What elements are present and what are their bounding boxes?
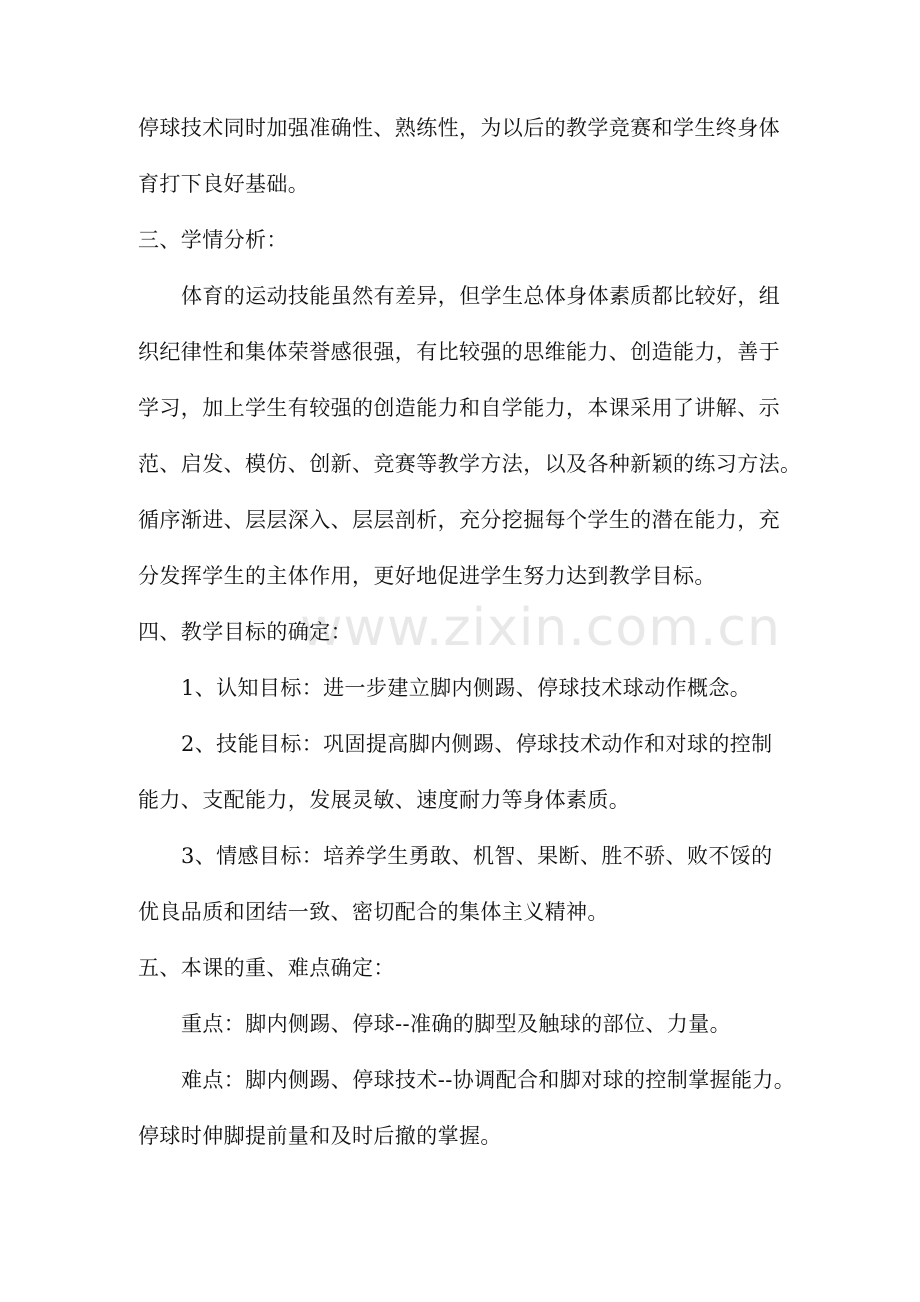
paragraph-line: 范、启发、模仿、创新、竞赛等教学方法，以及各种新颖的练习方法。: [138, 452, 802, 476]
paragraph-line: 织纪律性和集体荣誉感很强，有比较强的思维能力、创造能力，善于: [138, 340, 780, 364]
paragraph-line: 分发挥学生的主体作用，更好地促进学生努力达到教学目标。: [138, 564, 716, 588]
difficulty-line: 难点：脚内侧踢、停球技术--协调配合和脚对球的控制掌握能力。: [181, 1068, 796, 1092]
section-heading: 三、学情分析：: [138, 228, 288, 252]
list-item: 1、认知目标：进一步建立脚内侧踢、停球技术球动作概念。: [181, 676, 752, 700]
paragraph-line: 能力、支配能力，发展灵敏、速度耐力等身体素质。: [138, 788, 631, 812]
paragraph-line: 循序渐进、层层深入、层层剖析，充分挖掘每个学生的潜在能力，充: [138, 508, 780, 532]
paragraph-line: 学习，加上学生有较强的创造能力和自学能力，本课采用了讲解、示: [138, 396, 780, 420]
watermark-text: www.zixin.com.cn: [300, 598, 781, 658]
paragraph-line: 停球技术同时加强准确性、熟练性，为以后的教学竞赛和学生终身体: [138, 116, 780, 140]
section-heading: 四、教学目标的确定：: [138, 620, 352, 644]
list-item: 2、技能目标：巩固提高脚内侧踢、停球技术动作和对球的控制: [181, 732, 773, 756]
key-point-line: 重点：脚内侧踢、停球--准确的脚型及触球的部位、力量。: [181, 1012, 731, 1036]
paragraph-line: 育打下良好基础。: [138, 172, 310, 196]
list-item: 3、情感目标：培养学生勇敢、机智、果断、胜不骄、败不馁的: [181, 844, 773, 868]
paragraph-line: 优良品质和团结一致、密切配合的集体主义精神。: [138, 900, 609, 924]
paragraph-line: 体育的运动技能虽然有差异，但学生总体身体素质都比较好，组: [181, 284, 781, 308]
document-body: [138, 100, 802, 1164]
paragraph-line: 停球时伸脚提前量和及时后撤的掌握。: [138, 1124, 502, 1148]
section-heading: 五、本课的重、难点确定：: [138, 956, 395, 980]
